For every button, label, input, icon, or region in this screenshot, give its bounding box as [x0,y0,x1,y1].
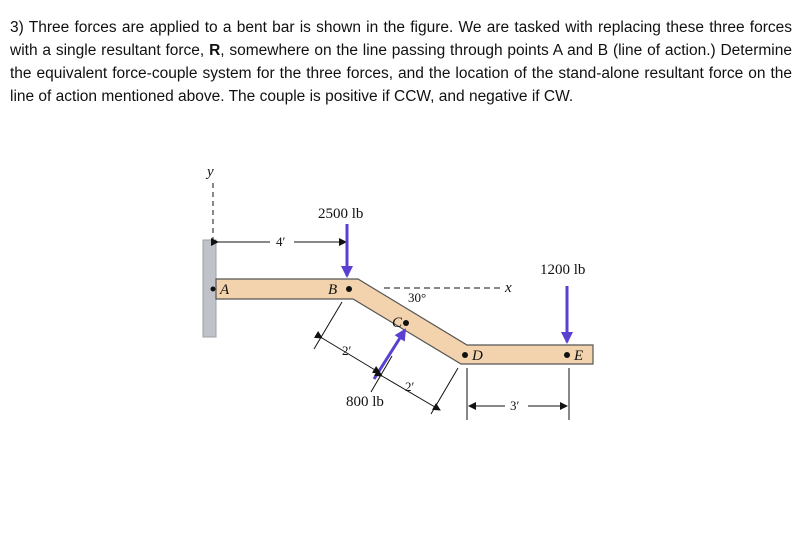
y-axis-label: y [207,164,214,180]
point-e-label: E [574,348,584,364]
problem-number: 3) [10,19,24,36]
point-d-dot [462,352,468,358]
point-c-dot [403,320,409,326]
x-axis-label: x [505,280,512,296]
problem-text-1: Three forces are applied to a bent bar is shown in the figure. We are tasked with replacing these three forces with a single resultant force, [10,19,793,59]
force-2500-label: 2500 lb [318,206,364,222]
ext-line-c [371,356,392,392]
point-a-label: A [220,282,230,298]
point-b-dot [346,286,352,292]
angle-label: 30° [408,290,427,305]
dim-2b-label: 2′ [405,379,415,394]
point-d-label: D [472,348,483,364]
point-c-label: C [392,315,403,331]
force-1200-label: 1200 lb [540,262,586,278]
dim-3-label: 3′ [510,398,520,413]
point-b-label: B [328,282,338,298]
dim-4-label: 4′ [276,234,286,249]
dim-2a-label: 2′ [342,343,352,358]
problem-text-2: , somewhere on the line passing through points A and B (line of action.) Determine the equivalent force-couple system for the three forces, and the location of the stand-alone resultant force on the line of action mentioned above. The couple is positive if CCW, and negative if CW. [10,42,792,105]
force-800-label: 800 lb [346,394,384,410]
point-a-dot [211,287,216,292]
resultant-symbol: R [209,42,221,59]
point-e-dot [564,352,570,358]
